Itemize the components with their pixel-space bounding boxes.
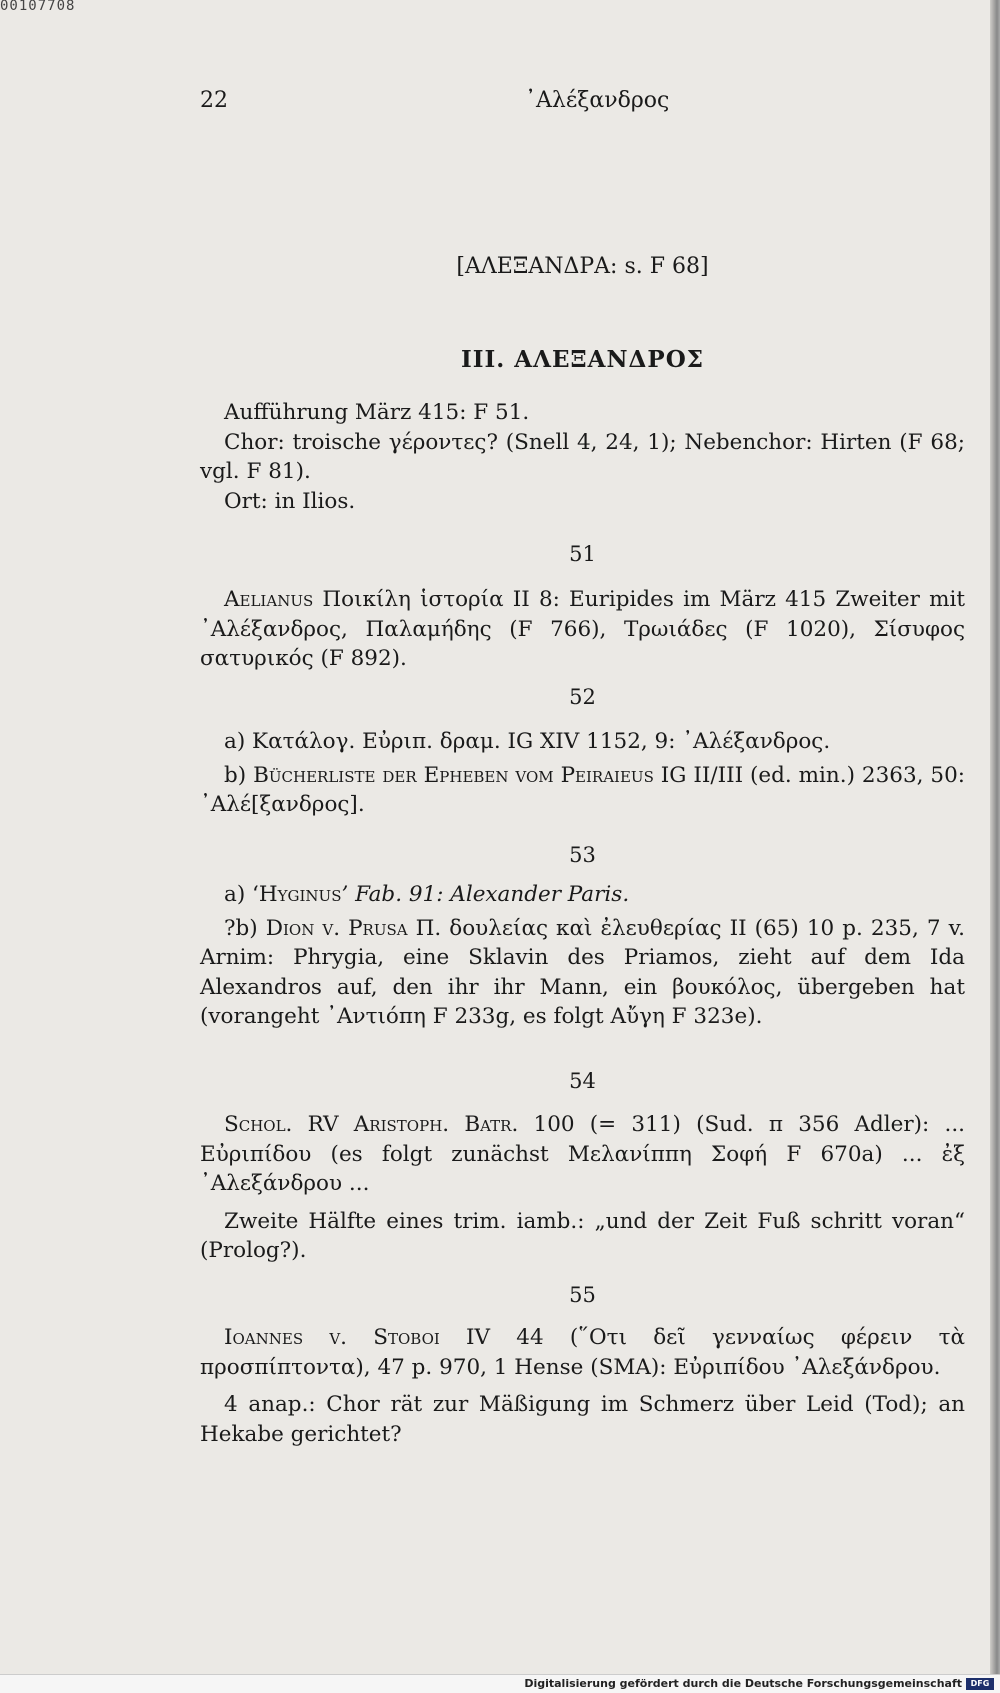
testimonium-paragraph: Zweite Hälfte eines trim. iamb.: „und der Zeit Fuß schritt voran“ (Prolog?). (200, 1208, 965, 1263)
intro-chorus: Chor: troische γέροντες? (Snell 4, 24, 1); Nebenchor: Hirten (F 68; vgl. F 81). (200, 429, 965, 484)
testimonium-text: Ποικίλη ἱστορία II 8: Euripides im März 415 Zweiter mit ᾿Αλέξανδρος, Παλαμήδης (F 766), Τρωιάδες (F 1020), Σίσυφος σατυρικός (F 892). (200, 587, 965, 671)
heading-alexandra: [ΑΛΕΞΑΝΔΡΑ: s. F 68] (456, 254, 709, 279)
intro-block (200, 398, 965, 516)
fragment-number-54: 54 (569, 1069, 596, 1093)
source-author: Hyginus (258, 882, 342, 907)
testimonium-paragraph: b) Bücherliste der Epheben vom Peiraieus IG II/III (ed. min.) 2363, 50: ᾿Αλέ[ξανδρος]. (200, 762, 965, 817)
page-number: 22 (200, 88, 228, 113)
testimonium-paragraph: ?b) Dion v. Prusa Π. δουλείας καὶ ἐλευθερίας II (65) 10 p. 235, 7 v. Arnim: Phrygia, eine Sklavin des Priamos, zieht auf dem Ida Alexandros auf, den ihr ihr Mann, ein βουκόλος, übergeben hat (vorangeht ᾿Αντιόπη F 233g, es folgt Αὔγη F 323e). (200, 915, 966, 1029)
intro-place: Ort: in Ilios. (224, 488, 356, 514)
fragment-55 (200, 1323, 965, 1449)
fragment-number-55: 55 (569, 1283, 596, 1307)
testimonium-paragraph: a) Κατάλογ. Εὐριπ. δραμ. IG XIV 1152, 9: ᾿Αλέξανδρος. (224, 729, 831, 754)
source-author: Aelianus (224, 587, 314, 612)
testimonium-paragraph: 4 anap.: Chor rät zur Mäßigung im Schmerz über Leid (Tod); an Hekabe gerichtet? (200, 1392, 965, 1447)
running-title: ᾿Αλέξανδρος (525, 88, 670, 113)
fragment-number-51: 51 (569, 542, 596, 566)
fragment-53 (200, 880, 965, 1032)
intro-performance: Aufführung März 415: F 51. (224, 400, 530, 425)
testimonium-paragraph: a) ‘Hyginus’ Fab. 91: Alexander Paris. (224, 882, 630, 907)
testimonium-text: 100 (= 311) (Sud. π 356 Adler): ... Εὐριπίδου (es folgt zunächst Μελανίππη Σοφή F 670a) ... ἐξ ᾿Αλεξάνδρου ... (200, 1112, 966, 1196)
source-author: Dion v. Prusa (265, 915, 408, 941)
fragment-number-53: 53 (569, 843, 596, 867)
testimonium-text: IV 44 (῞Οτι δεῖ γενναίως φέρειν τὰ προσπίπτοντα), 47 p. 970, 1 Hense (SMA): Εὐριπίδου ᾿Αλεξάνδρου. (200, 1325, 965, 1380)
fragment-51 (200, 585, 965, 674)
running-head (200, 88, 900, 128)
digitization-footer (0, 1674, 1000, 1693)
source-author: Ioannes v. Stoboi (224, 1325, 440, 1350)
source-author: Bücherliste der Epheben vom Peiraieus (253, 762, 654, 788)
testimonium-paragraph (200, 585, 965, 674)
testimonium-text: Π. δουλείας καὶ ἐλευθερίας II (65) 10 p. 235, 7 v. Arnim: Phrygia, eine Sklavin des Priamos, zieht auf dem Ida Alexandros auf, den ihr ihr Mann, ein βουκόλος, übergeben hat (vorangeht ᾿Αντιόπη F 233g, es folgt Αὔγη F 323e). (200, 915, 966, 1029)
testimonium-paragraph (200, 1323, 965, 1382)
page-edge-shadow (990, 0, 1000, 1675)
testimonium-text: ’ Fab. 91: Alexander Paris. (341, 882, 630, 907)
heading-alexandros: III. ΑΛΕΞΑΝΔΡΟΣ (460, 346, 704, 373)
fragment-54 (200, 1110, 965, 1266)
fragment-number-52: 52 (569, 685, 596, 709)
scan-id: 00107708 (0, 0, 76, 12)
source-author: Schol. RV Aristoph. Batr. (224, 1112, 519, 1137)
footer-credit: Digitalisierung gefördert durch die Deutsche Forschungsgemeinschaft (524, 1677, 962, 1690)
testimonium-text: IG II/III (ed. min.) 2363, 50: ᾿Αλέ[ξανδρος]. (200, 762, 965, 817)
dfg-logo: DFG (966, 1678, 994, 1690)
testimonium-paragraph (200, 1110, 965, 1199)
fragment-52 (200, 727, 965, 820)
